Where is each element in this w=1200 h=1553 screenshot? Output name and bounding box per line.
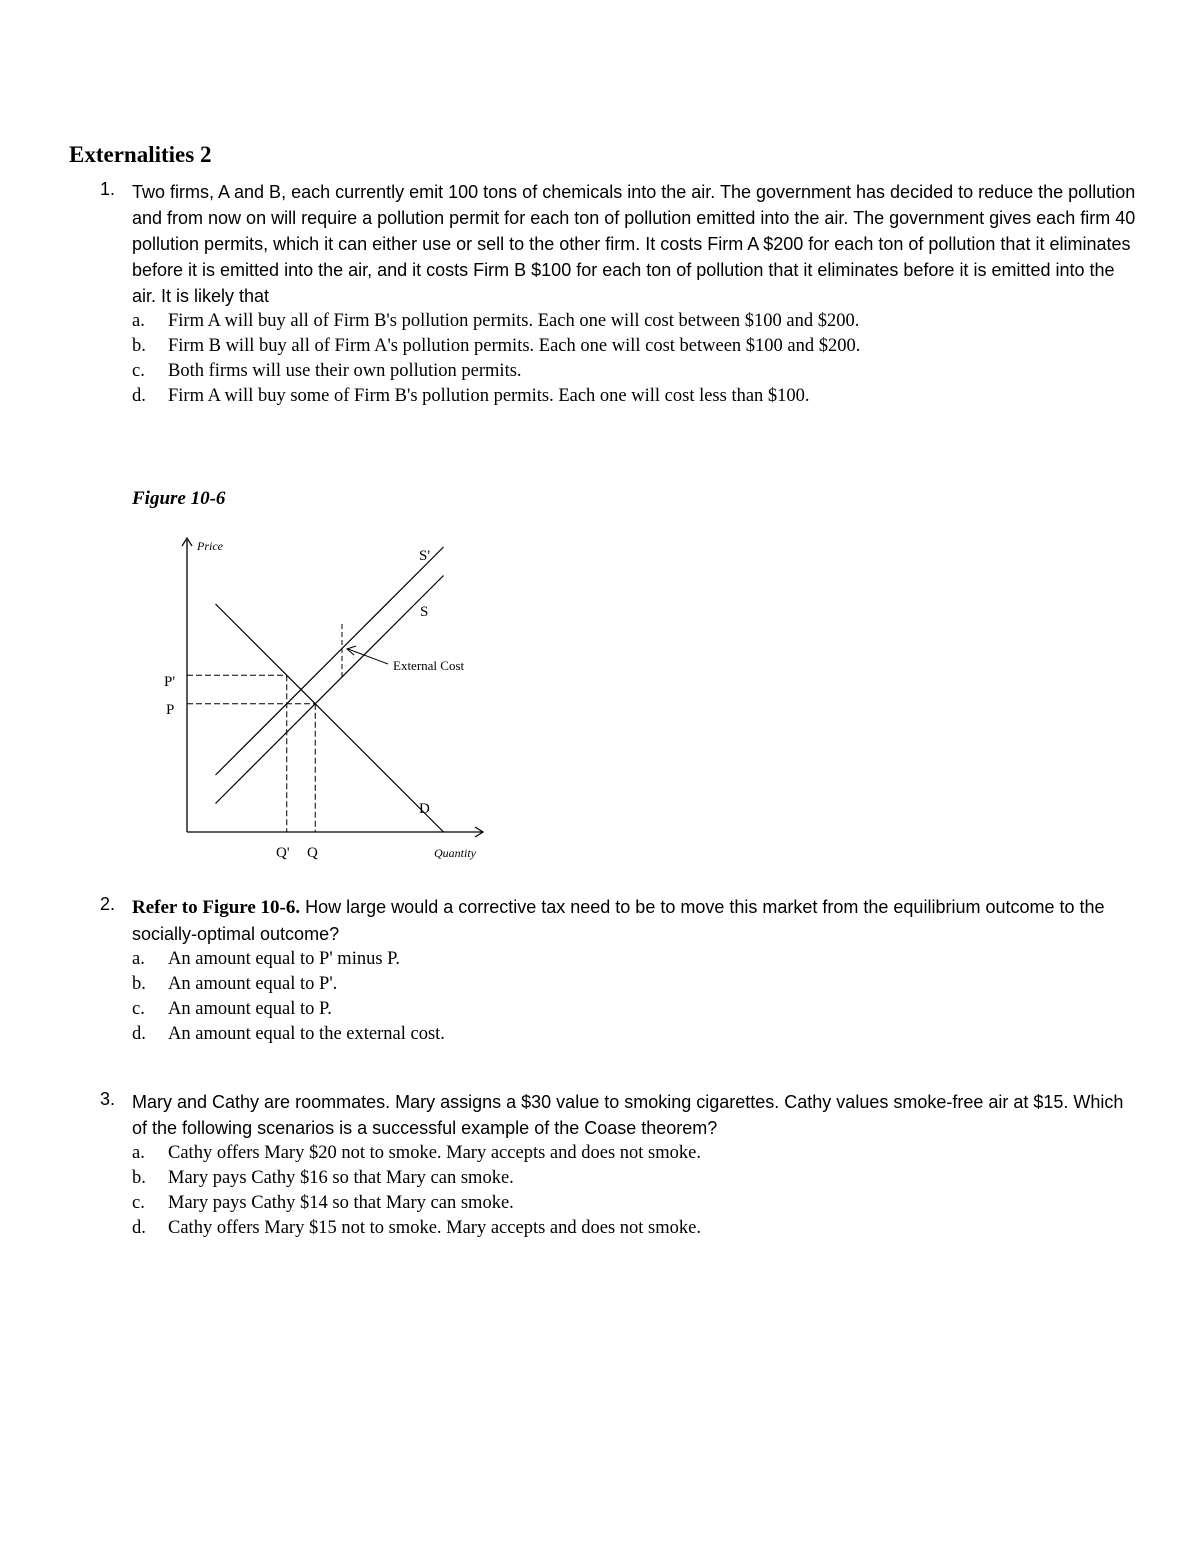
option-b[interactable]: b. An amount equal to P'. bbox=[132, 974, 338, 994]
answer-options bbox=[132, 309, 1140, 409]
demand-curve bbox=[216, 604, 444, 832]
option-d[interactable]: d. Cathy offers Mary $15 not to smoke. Mary accepts and does not smoke. bbox=[132, 1218, 701, 1238]
question-number: 3. bbox=[100, 1089, 116, 1109]
answer-options bbox=[132, 1141, 1140, 1241]
option-a[interactable]: a. Cathy offers Mary $20 not to smoke. Mary accepts and does not smoke. bbox=[132, 1143, 701, 1163]
label-d: D bbox=[419, 801, 430, 817]
label-s: S bbox=[420, 604, 429, 620]
option-b[interactable]: b. Mary pays Cathy $16 so that Mary can smoke. bbox=[132, 1168, 514, 1188]
figure-caption: Figure 10-6 bbox=[132, 488, 226, 509]
y-axis-label: Price bbox=[197, 539, 223, 553]
question-stem: Mary and Cathy are roommates. Mary assigns a $30 value to smoking cigarettes. Cathy values smoke-free air at $15. Which of the following scenarios is a successful example of the Coase theorem? bbox=[132, 1092, 1124, 1138]
option-d[interactable]: d. Firm A will buy some of Firm B's pollution permits. Each one will cost less than $100. bbox=[132, 386, 810, 406]
label-q-prime: Q' bbox=[276, 845, 290, 861]
supply-curve bbox=[216, 576, 444, 804]
question-number: 2. bbox=[100, 894, 116, 914]
label-q: Q bbox=[307, 845, 318, 861]
question-number: 1. bbox=[100, 179, 116, 199]
page-title: Externalities 2 bbox=[69, 142, 212, 167]
label-p-prime: P' bbox=[164, 674, 176, 690]
question-3 bbox=[100, 1089, 1140, 1241]
option-d[interactable]: d. An amount equal to the external cost. bbox=[132, 1024, 445, 1044]
question-stem: Refer to Figure 10-6. How large would a corrective tax need to be to move this market from the equilibrium outcome to the socially-optimal outcome? bbox=[132, 897, 1105, 944]
option-c[interactable]: c. Both firms will use their own pollution permits. bbox=[132, 361, 522, 381]
label-s-prime: S' bbox=[419, 548, 431, 564]
option-c[interactable]: c. Mary pays Cathy $14 so that Mary can smoke. bbox=[132, 1193, 514, 1213]
option-b[interactable]: b. Firm B will buy all of Firm A's pollution permits. Each one will cost between $100 and $200. bbox=[132, 336, 861, 356]
label-external-cost: External Cost bbox=[393, 658, 465, 673]
question-stem: Two firms, A and B, each currently emit 100 tons of chemicals into the air. The government has decided to reduce the pollution and from now on will require a pollution permit for each ton of pollution emitted into the air. The government gives each firm 40 pollution permits, which it can either use or sell to the other firm. It costs Firm A $200 for each ton of pollution that it eliminates before it is emitted into the air, and it costs Firm B $100 for each ton of pollution that it eliminates before it is emitted into the air. It is likely that bbox=[132, 182, 1136, 306]
question-1 bbox=[100, 179, 1140, 409]
option-a[interactable]: a. Firm A will buy all of Firm B's pollution permits. Each one will cost between $100 and $200. bbox=[132, 311, 860, 331]
option-c[interactable]: c. An amount equal to P. bbox=[132, 999, 332, 1019]
figure-10-6-chart bbox=[150, 528, 500, 868]
option-a[interactable]: a. An amount equal to P' minus P. bbox=[132, 949, 401, 969]
label-p: P bbox=[166, 702, 175, 718]
figure-reference: Refer to Figure 10-6. bbox=[132, 897, 301, 918]
x-axis-label: Quantity bbox=[434, 846, 476, 860]
question-2 bbox=[100, 894, 1140, 1047]
answer-options bbox=[132, 947, 1140, 1047]
